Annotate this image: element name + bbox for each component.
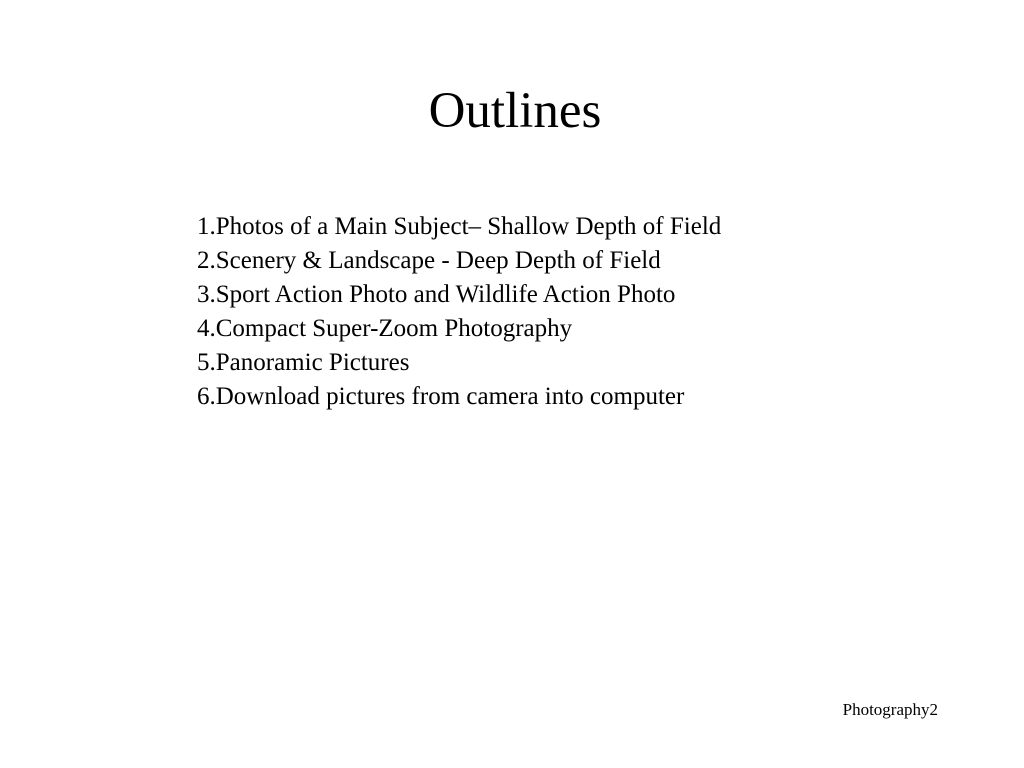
outline-item-3: 3.Sport Action Photo and Wildlife Action Photo xyxy=(197,281,676,308)
outline-item-1: 1.Photos of a Main Subject– Shallow Depth of Field xyxy=(197,213,722,240)
outline-list xyxy=(197,210,721,414)
outline-item-4: 4.Compact Super-Zoom Photography xyxy=(197,315,573,342)
outline-item-5: 5.Panoramic Pictures xyxy=(197,349,410,376)
outline-item-6: 6.Download pictures from camera into computer xyxy=(197,383,685,410)
footer-label: Photography2 xyxy=(842,700,938,719)
slide-title: Outlines xyxy=(428,83,602,139)
outline-item-2: 2.Scenery & Landscape - Deep Depth of Field xyxy=(197,247,661,274)
